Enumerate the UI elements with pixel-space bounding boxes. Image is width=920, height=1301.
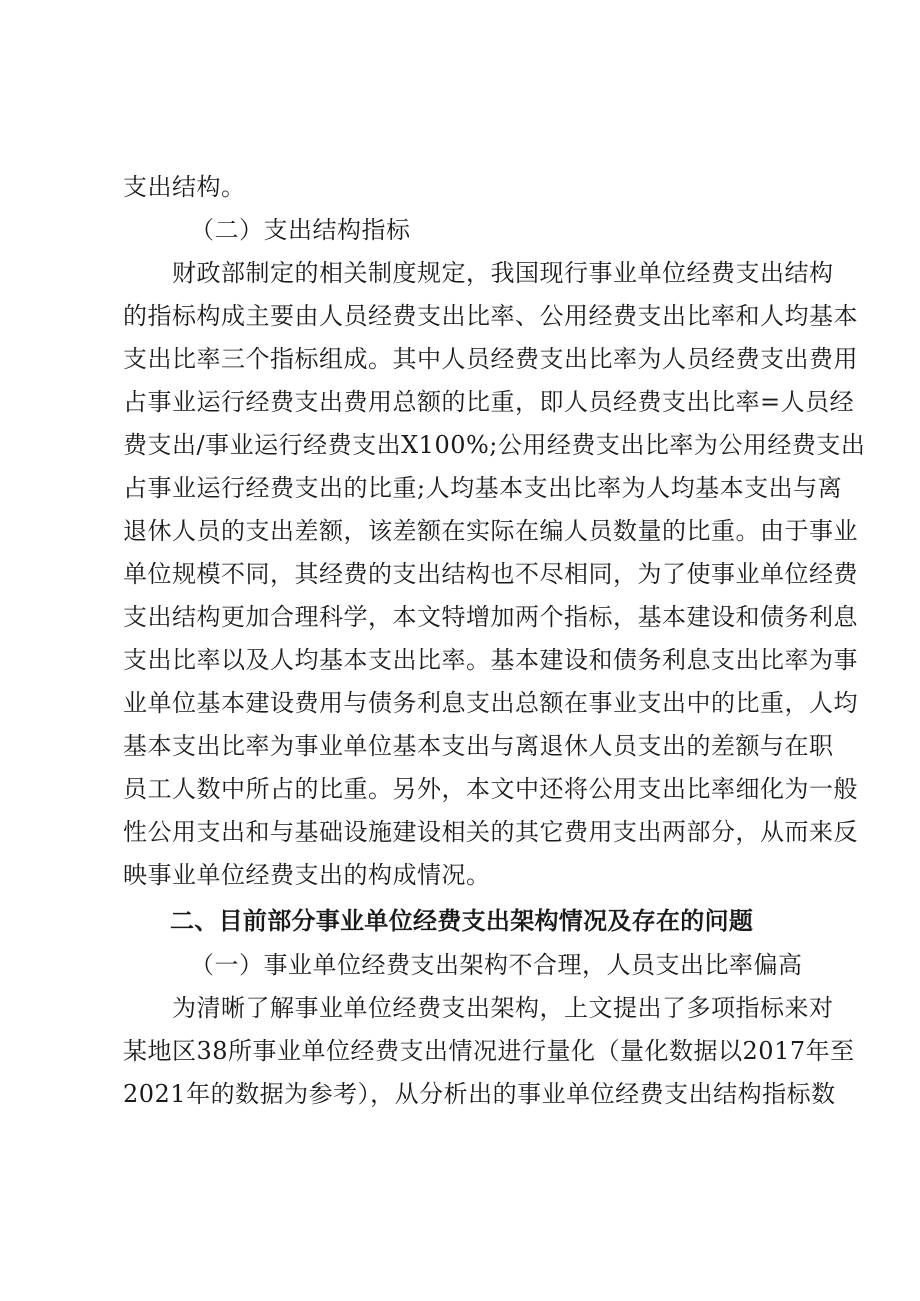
- subheading-structure-issue: （一）事业单位经费支出架构不合理，人员支出比率偏高: [190, 951, 803, 979]
- paragraph-line: 支出结构。: [123, 173, 246, 201]
- paragraph-line: 映事业单位经费支出的构成情况。: [123, 861, 491, 889]
- paragraph-line: 某地区38所事业单位经费支出情况进行量化（量化数据以2017年至: [123, 1037, 855, 1065]
- paragraph-line: 业单位基本建设费用与债务利息支出总额在事业支出中的比重，人均: [123, 689, 858, 717]
- section-heading: 二、目前部分事业单位经费支出架构情况及存在的问题: [170, 907, 754, 935]
- paragraph-line: 基本支出比率为事业单位基本支出与离退休人员支出的差额与在职: [123, 732, 834, 760]
- paragraph-line: 支出比率以及人均基本支出比率。基本建设和债务利息支出比率为事: [123, 646, 858, 674]
- paragraph-line: 退休人员的支出差额，该差额在实际在编人员数量的比重。由于事业: [123, 517, 858, 545]
- paragraph-line: 支出结构更加合理科学，本文特增加两个指标，基本建设和债务利息: [123, 603, 858, 631]
- paragraph-line: 员工人数中所占的比重。另外，本文中还将公用支出比率细化为一般: [123, 775, 858, 803]
- paragraph-line: 为清晰了解事业单位经费支出架构，上文提出了多项指标来对: [172, 994, 834, 1022]
- paragraph-line: 财政部制定的相关制度规定，我国现行事业单位经费支出结构: [172, 259, 834, 287]
- subheading-expenditure-indicators: （二）支出结构指标: [190, 216, 411, 244]
- paragraph-line: 占事业运行经费支出的比重;人均基本支出比率为人均基本支出与离: [123, 474, 843, 502]
- paragraph-line: 单位规模不同，其经费的支出结构也不尽相同，为了使事业单位经费: [123, 560, 858, 588]
- paragraph-line: 性公用支出和与基础设施建设相关的其它费用支出两部分，从而来反: [123, 818, 858, 846]
- paragraph-line: 占事业运行经费支出费用总额的比重，即人员经费支出比率=人员经: [123, 388, 855, 416]
- paragraph-line: 支出比率三个指标组成。其中人员经费支出比率为人员经费支出费用: [123, 345, 858, 373]
- paragraph-line: 2021年的数据为参考），从分析出的事业单位经费支出结构指标数: [123, 1080, 836, 1108]
- paragraph-line: 费支出/事业运行经费支出X100%;公用经费支出比率为公用经费支出: [123, 431, 866, 459]
- paragraph-line: 的指标构成主要由人员经费支出比率、公用经费支出比率和人均基本: [123, 302, 858, 330]
